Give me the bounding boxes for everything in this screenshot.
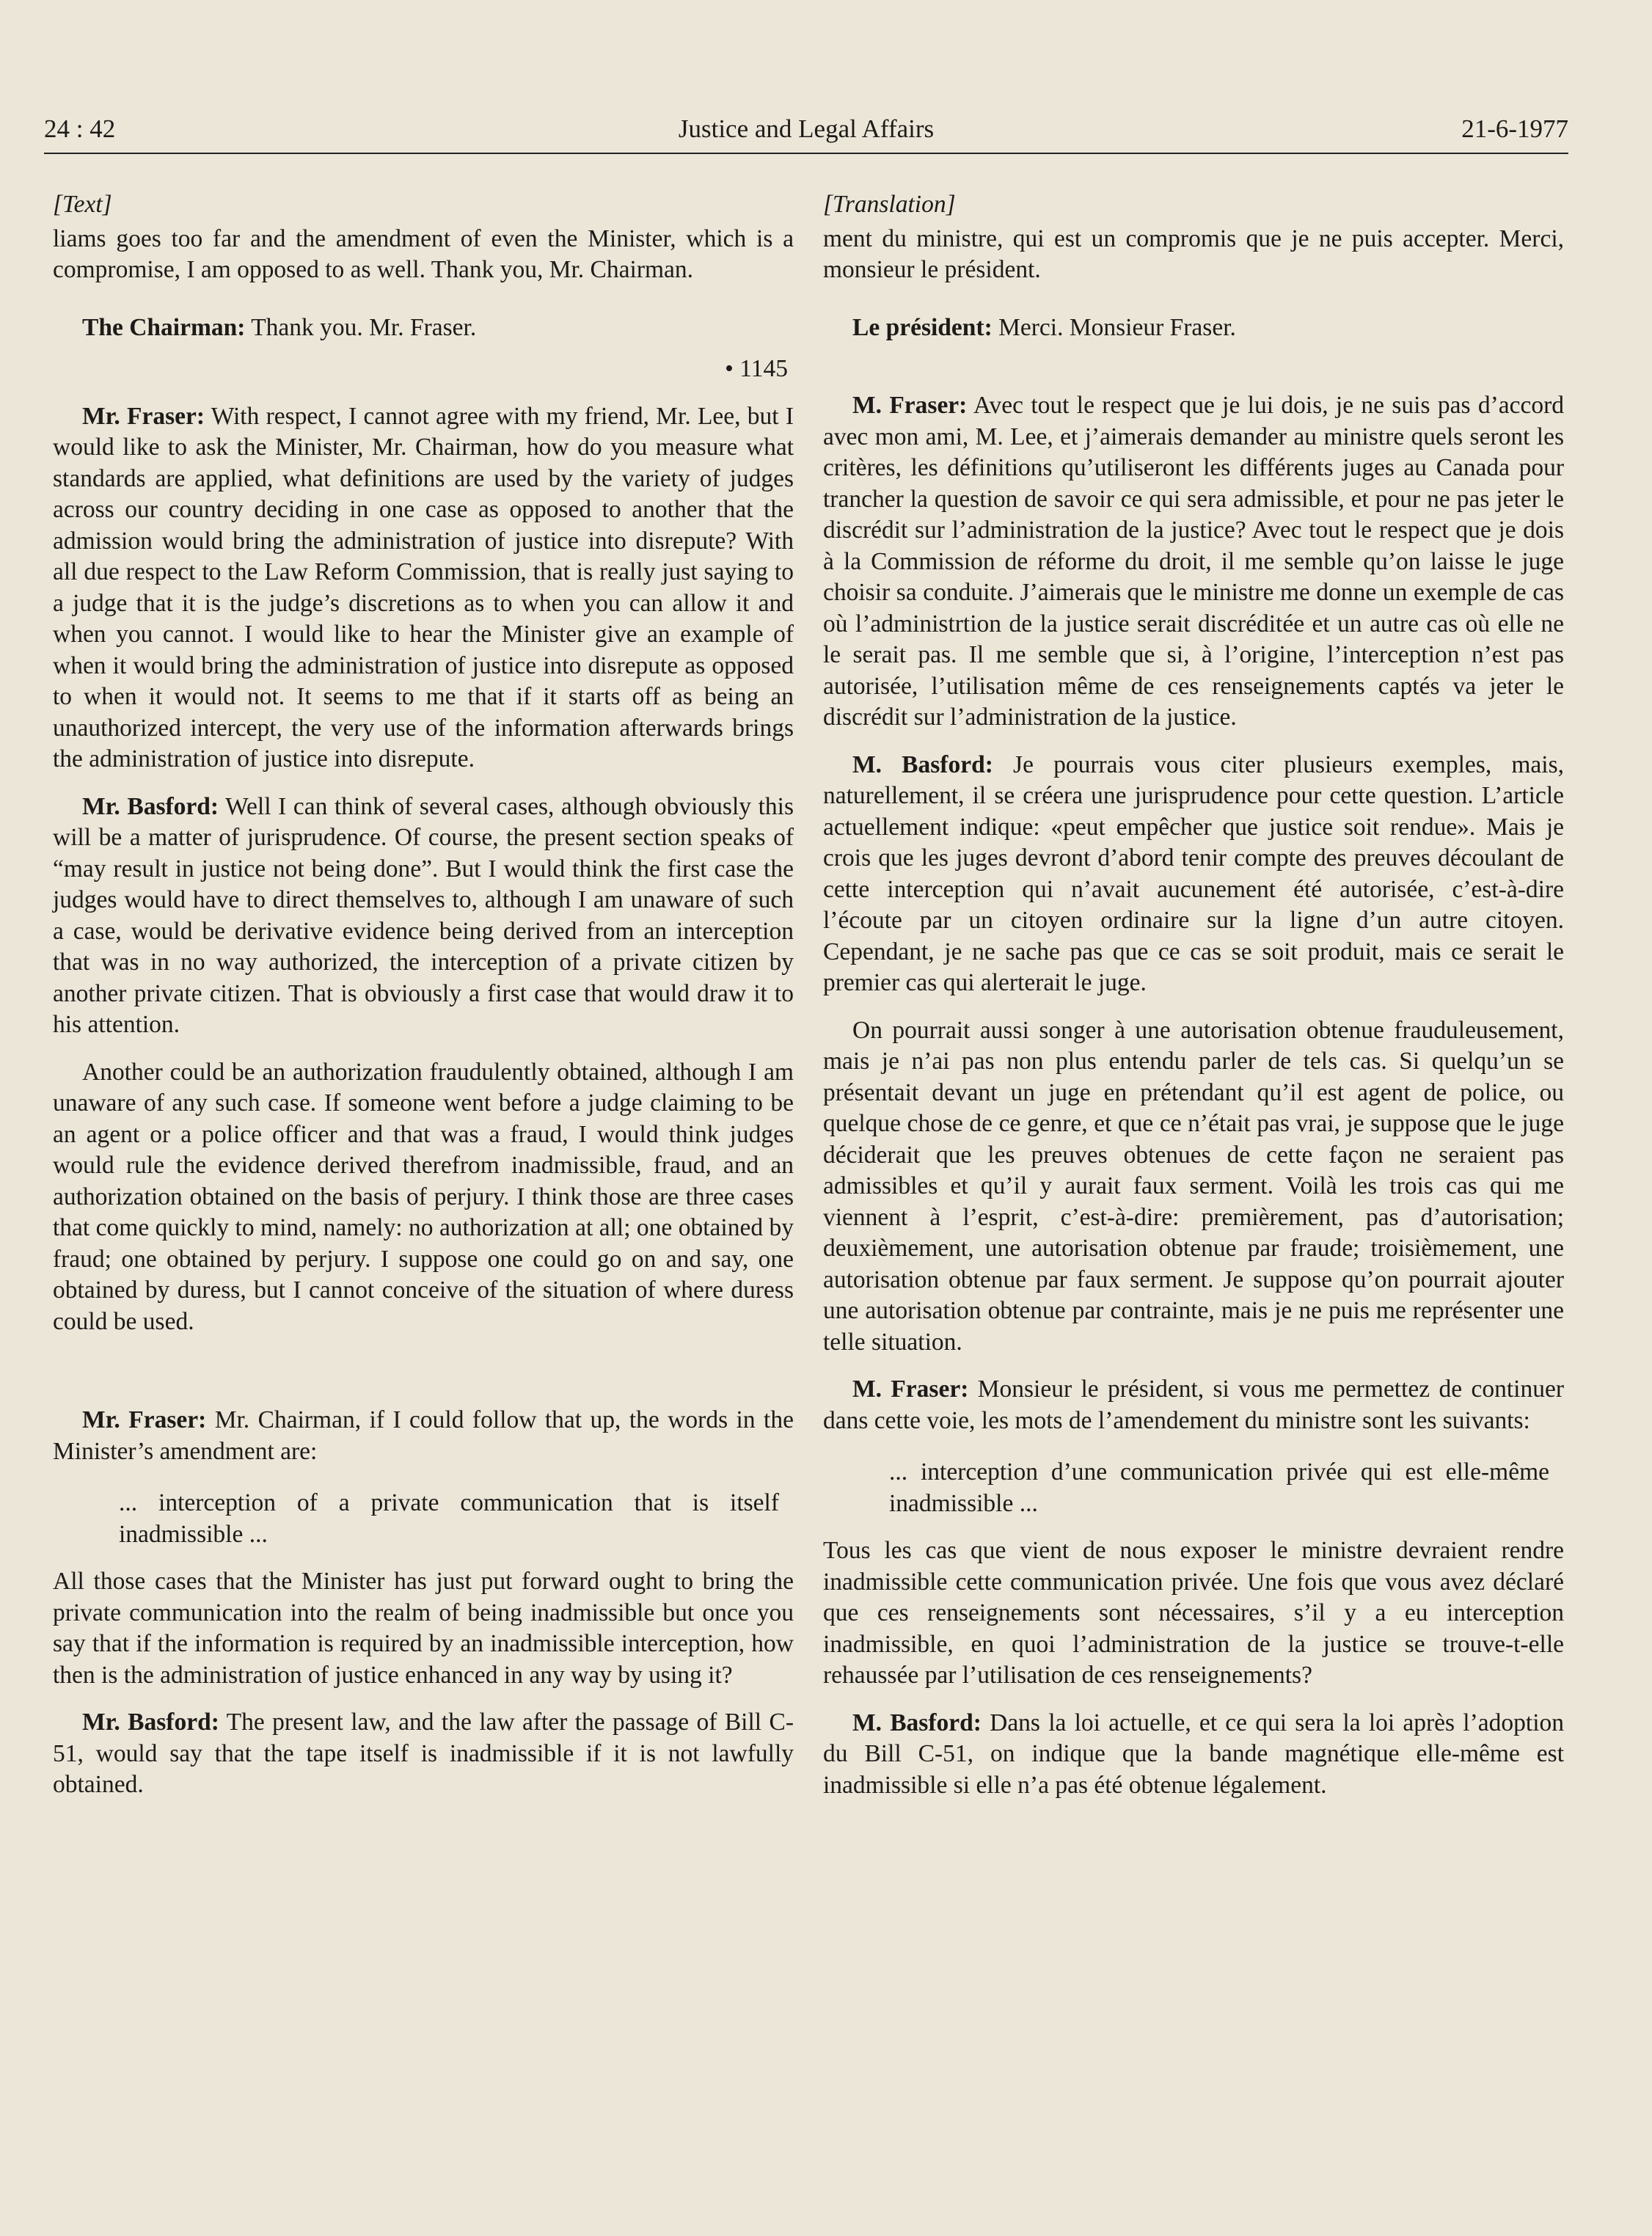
speech-text: Monsieur le président, si vous me permettez de continuer dans cette voie, les mots de l’amendement du ministre sont les suivants: (823, 1375, 1564, 1434)
speaker-paragraph (53, 1707, 794, 1801)
block-quote: ... interception d’une communication privée qui est elle-même inadmissible ... (889, 1458, 1549, 1517)
speaker-paragraph (823, 390, 1564, 734)
speech-text: Thank you. Mr. Fraser. (245, 313, 477, 341)
speaker-paragraph (823, 1374, 1564, 1436)
speech-text: Merci. Monsieur Fraser. (992, 313, 1236, 341)
french-column (823, 189, 1564, 1801)
speaker-paragraph (823, 1708, 1564, 1802)
speaker-name: Mr. Basford: (82, 792, 219, 820)
speaker-paragraph (53, 1405, 794, 1467)
time-marker: • 1145 (725, 355, 788, 382)
paragraph: Another could be an authorization fraudulently obtained, although I am unaware of any such case. If someone went before a judge claiming to be an agent or a police officer and that was a fraud, I would think judges would rule the evidence derived therefrom inadmissible, fraud, and an authorization obtained on the basis of perjury. I think those are three cases that come quickly to mind, namely: no authorization at all; one obtained by fraud; one obtained by perjury. I suppose one could go on and say, one obtained by duress, but I cannot conceive of the situation of where duress could be used. (53, 1058, 794, 1335)
speech-text: Mr. Chairman, if I could follow that up, the words in the Minister’s amendment are: (53, 1406, 794, 1465)
speaker-name: Mr. Basford: (82, 1709, 219, 1736)
speaker-name: Mr. Fraser: (82, 402, 205, 430)
speaker-name: M. Fraser: (852, 392, 968, 419)
page-header (44, 110, 1568, 154)
paragraph: ment du ministre, qui est un compromis que je ne puis accepter. Merci, monsieur le président. (823, 224, 1564, 283)
speaker-name: M. Basford: (852, 1709, 982, 1736)
speaker-paragraph (53, 313, 794, 344)
speech-text: The present law, and the law after the passage of Bill C-51, would say that the tape itself is inadmissible if it is not lawfully obtained. (53, 1709, 794, 1798)
speaker-name: M. Fraser: (852, 1375, 969, 1403)
paragraph: All those cases that the Minister has just put forward ought to bring the private communication into the realm of being inadmissible but once you say that if the information is required by an inadmissible interception, how then is the administration of justice enhanced in any way by using it? (53, 1568, 794, 1689)
english-column (53, 189, 794, 1801)
speaker-name: The Chairman: (82, 313, 246, 341)
publication-title: Justice and Legal Affairs (678, 114, 935, 143)
speaker-name: Le président: (852, 313, 993, 341)
page-number: 24 : 42 (44, 114, 116, 143)
language-tag: [Text] (53, 191, 112, 218)
speaker-name: M. Basford: (852, 750, 993, 778)
speech-text: Dans la loi actuelle, et ce qui sera la loi après l’adoption du Bill C-51, on indique que la bande magnétique elle-même est inadmissible si elle n’a pas été obtenue légalement. (823, 1709, 1564, 1799)
paragraph: Tous les cas que vient de nous exposer le ministre devraient rendre inadmissible cette communication privée. Une fois que vous avez déclaré que ces renseignements sont nécessaires, s’il y a eu interception inadmissible, en quoi l’administration de la justice se trouve-t-elle rehaussée par l’utilisation de ces renseignements? (823, 1537, 1564, 1689)
speaker-paragraph (823, 313, 1564, 344)
speech-text: With respect, I cannot agree with my friend, Mr. Lee, but I would like to ask the Minister, Mr. Chairman, how do you measure what standards are applied, what definitions are used by the variety of judges across our country deciding in one case as opposed to another that the admission would bring the administration of justice into disrepute? With all due respect to the Law Reform Commission, that is really just saying to a judge that it is the judge’s discretions as to when you can allow it and when you cannot. I would like to hear the Minister give an example of when it would bring the administration of justice into disrepute as opposed to when it would not. It seems to me that if it starts off as being an unauthorized intercept, the very use of the information afterwards brings the administration of justice into disrepute. (53, 402, 794, 772)
speaker-paragraph (53, 401, 794, 775)
speech-text: Avec tout le respect que je lui dois, je ne suis pas d’accord avec mon ami, M. Lee, et j’aimerais demander au ministre quels seront les critères, les définitions qu’utiliseront les différents juges au Canada pour trancher la question de savoir ce qui sera admissible, et pour ne pas jeter le discrédit sur l’administration de la justice? Avec tout le respect que je dois à la Commission de réforme du droit, il me semble qu’on laisse le juge choisir sa conduite. J’aimerais que le ministre me donne un exemple de cas où l’administrtion de la justice serait discréditée et un autre cas où elle ne le serait pas. Il me semble que si, à l’origine, l’interception n’est pas autorisée, l’utilisation même de ces renseignements captés va jeter le discrédit sur l’administration de la justice. (823, 392, 1564, 731)
speaker-paragraph (53, 792, 794, 1041)
speech-text: Well I can think of several cases, although obviously this will be a matter of jurisprudence. Of course, the present section speaks of “may result in justice not being done”. But I would think the first case the judges would have to direct themselves to, although I am unaware of such a case, would be derivative evidence being derived from an interception that was in no way authorized, the interception of a private citizen by another private citizen. That is obviously a first case that would draw it to his attention. (53, 792, 794, 1038)
issue-date: 21-6-1977 (1461, 114, 1568, 143)
language-tag: [Translation] (823, 191, 956, 218)
paragraph: On pourrait aussi songer à une autorisation obtenue frauduleusement, mais je n’ai pas non plus entendu parler de tels cas. Si quelqu’un se présentait devant un juge en prétendant qu’il est agent de police, ou quelque chose de ce genre, et que ce n’était pas vrai, je suppose que le juge déciderait que les preuves obtenues de cette façon ne seraient pas admissibles et qu’il y aurait faux serment. Voilà les trois cas qui me viennent à l’esprit, c’est-à-dire: premièrement, pas d’autorisation; deuxièmement, une autorisation obtenue par fraude; troisièmement, une autorisation obtenue par faux serment. Je suppose qu’on pourrait ajouter une autorisation obtenue par contrainte, mais je ne puis me représenter une telle situation. (823, 1016, 1564, 1356)
speaker-paragraph (823, 750, 1564, 999)
speaker-name: Mr. Fraser: (82, 1406, 207, 1433)
paragraph: liams goes too far and the amendment of even the Minister, which is a compromise, I am opposed to as well. Thank you, Mr. Chairman. (53, 224, 794, 283)
speech-text: Je pourrais vous citer plusieurs exemples, mais, naturellement, il se créera une jurisprudence pour cette question. L’article actuellement indique: «peut empêcher que justice soit rendue». Mais je crois que les juges devront d’abord tenir compte des preuves découlant de cette interception qui n’avait aucunement été autorisée, c’est-à-dire l’écoute par un citoyen ordinaire sur la ligne d’un autre citoyen. Cependant, je ne sache pas que ce cas se soit produit, mais ce serait le premier cas qui alerterait le juge. (823, 750, 1565, 996)
block-quote: ... interception of a private communication that is itself inadmissible ... (119, 1489, 779, 1548)
